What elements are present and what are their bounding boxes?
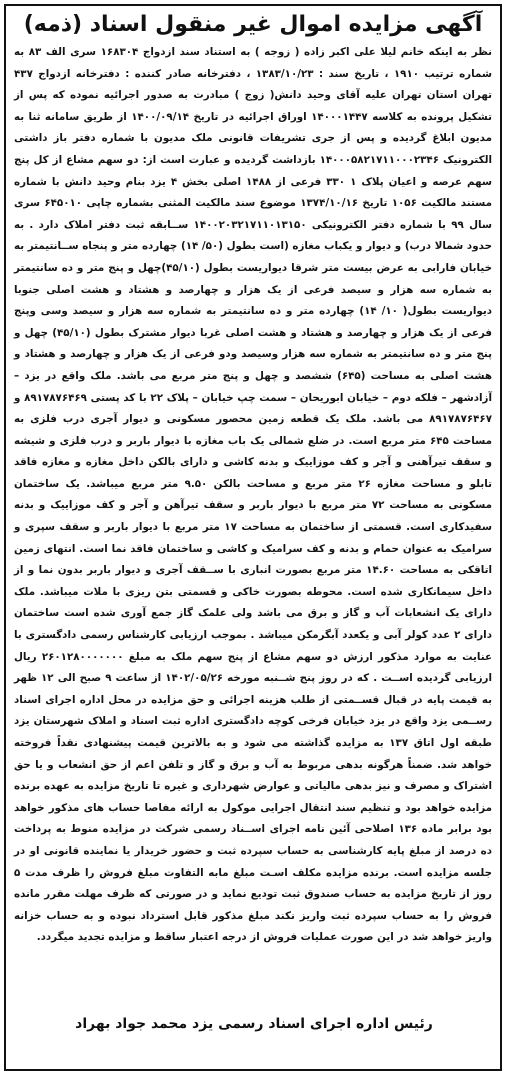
notice-body: نظر به اینکه خانم لیلا علی اکبر زاده ( زوجه ) به استناد سند ازدواج ۱۶۸۳۰۴ سری الف ۸۳ به شماره ترتیب ۱۹۱۰ ، تاریخ سند : ۱۳۸۳/۱۰/۲۳ ، دفترخانه صادر کننده : دفترخانه ازدواج ۴۳۷ تهران استان تهران علیه آقای وحید دانش( زوج ) مبادرت به صدور اجرائیه نموده که پس از تشکیل پرونده به کلاسه ۱۴۰۰۰۱۴۴۷ اوراق اجرائیه در تاریخ ۱۴۰۰/۰۹/۱۴ از طریق سامانه ثنا به مدیون ابلاغ گردیده و پس از جری تشریفات قانونی ملک مدیون با شماره دفتر باز داشتی الکترونیک ۱۴۰۰۰۵۸۲۱۷۱۱۰۰۰۲۳۴۶ بازداشت گردیده و عبارت است از: دو سهم مشاع از کل پنج سهم عرصه و اعیان پلاک ۱ ۳۳۰ فرعی از ۱۴۸۸ اصلی بخش ۴ یزد بنام وحید دانش با شماره مستند مالکیت ۱۰۵۶ تاریخ ۱۳۷۴/۱۰/۱۶ موضوع سند مالکیت المثنی بشماره چاپی ۶۴۵۰۱۰ سری سال ۹۹ با شماره دفتر الکترونیکی ۱۴۰۰۲۰۳۲۱۷۱۱۰۱۳۱۵۰ ســابقه ثبت دفتر املاک دارد . به حدود شمالا درب) و دیوار و یکباب مغازه (است بطول (۵۰/ ۱۴) چهارده متر و پنجاه ســانتیمتر به خیابان فارابی به عرض بیست متر شرقا دیواریست بطول (۴۵/۱۰)چهل و پنج متر و ده سانتیمتر به شماره سه هزار و سیصد فرعی از یک هزار و چهارصد و هشتاد و هشت اصلی جنوبا دیواریست بطول( ۱۰/ ۱۴) چهارده متر و ده سانتیمتر به شماره سه هزار و سیصد وسی وپنج فرعی از یک هزار و چهارصد و هشتاد و هشت اصلی غربا دیوار مشترک بطول (۴۵/۱۰) چهل و پنج متر و ده سانتیمتر به شماره سه هزار وسیصد ودو فرعی از یک هزار و چهارصد و هشتاد و هشت اصلی به مساحت (۶۴۵) ششصد و چهل و پنج متر مربع می باشد. ملک واقع در یزد – آزادشهر – فلکه دوم – خیابان ابوریحان – سمت چپ خیابان – پلاک ۲۲ با کد پستی ۸۹۱۷۸۷۶۴۶۹ و ۸۹۱۷۸۷۶۴۶۷ می باشد. ملک یک قطعه زمین محصور مسکونی و دیوار آجری درب فلزی به مساحت ۶۴۵ متر مربع است. در ضلع شمالی یک باب مغازه با دیوار باربر و درب فلزی و شیشه و سقف تیرآهنی و آجر و کف موزاییک و بدنه کاشی و دارای بالکن داخل مغازه و مغازه فاقد تابلو و مساحت مغازه ۲۶ متر مربع و مساحت بالکن ۹.۵۰ متر مربع میباشد. یک ساختمان مسکونی به مساحت ۷۲ متر مربع با دیوار باربر و سقف تیرآهن و آجر و کف موزاییک و بدنه سفیدکاری است. قسمتی از ساختمان به مساحت ۱۷ متر مربع با دیوار باربر و سقف سپری و سرامیک به عنوان حمام و بدنه و کف سرامیک و کاشی و ساختمان فاقد نما است. انتهای زمین اتاقکی به مساحت ۱۴.۶۰ متر مربع بصورت انباری با ســقف آجری و دیوار باربر بدون نما و از داخل سیمانکاری شده است. محوطه بصورت خاکی و قسمتی بتن ریزی با ملات میباشد. ملک دارای یک انشعابات آب و گاز و برق می باشد ولی علمک گاز جمع آوری شده است ساختمان دارای ۲ عدد کولر آبی و یکعدد آبگرمکن میباشد . بموجب ارزیابی کارشناس رسمی دادگستری با عنایت به موارد مذکور ارزش دو سهم مشاع از پنج سهم ملک به مبلغ ۲۶۰۱۲۸۰۰۰۰۰۰۰ ریال ارزیابی گردیده اســت . که در روز پنج شــنبه مورخه ۱۴۰۲/۰۵/۲۶ از ساعت ۹ صبح الی ۱۲ ظهر به قیمت پایه در قبال قســمتی از طلب هزینه اجرائی و حق مزایده در محل اداره اجرای اسناد رســمی یزد واقع در یزد خیابان فرخی کوچه دادگستری اداره ثبت اسناد و املاک شهرستان یزد طبقه اول اتاق ۱۳۷ به مزایده گذاشته می شود و به بالاترین قیمت پیشنهادی نقداً فروخته خواهد شد. ضمناً هرگونه بدهی مربوط به آب و برق و گاز و تلفن اعم از حق انشعاب و یا حق اشتراک و مصرف و نیز بدهی مالیاتی و عوارض شهرداری و غیره تا تاریخ مزایده به عهده برنده مزایده خواهد بود و تنظیم سند انتقال اجرایی موکول به ارائه مفاصا حساب های مذکور خواهد بود برابر ماده ۱۳۶ اصلاحی آئین نامه اجرای اســناد رسمی شرکت در مزایده منوط به پرداخت ده درصد از مبلغ پایه کارشناسی به حساب سپرده ثبت و حضور خریدار یا نماینده قانونی او در جلسه مزایده است. برنده مزایده مکلف اسـت مبلغ مابه التفاوت مبلغ فروش را ظرف مدت ۵ روز از تاریخ مزایده به حساب صندوق ثبت تودیع نماید و در صورتی که ظرف مهلت مقرر مانده فروش را به حساب سپرده ثبت واریز نکند مبلغ مذکور قابل استرداد نبوده و به حساب خزانه واریز خواهد شد در این صورت عملیات فروش از درجه اعتبار ساقط و مزایده تجدید میگردد.	[14, 46, 493, 944]
notice-frame	[4, 4, 502, 1071]
notice-title: آگهی مزایده اموال غیر منقول اسناد (ذمه)	[23, 12, 483, 37]
notice-signature: رئیس اداره اجرای اسناد رسمی یزد محمد جواد بهراد	[75, 1016, 433, 1032]
